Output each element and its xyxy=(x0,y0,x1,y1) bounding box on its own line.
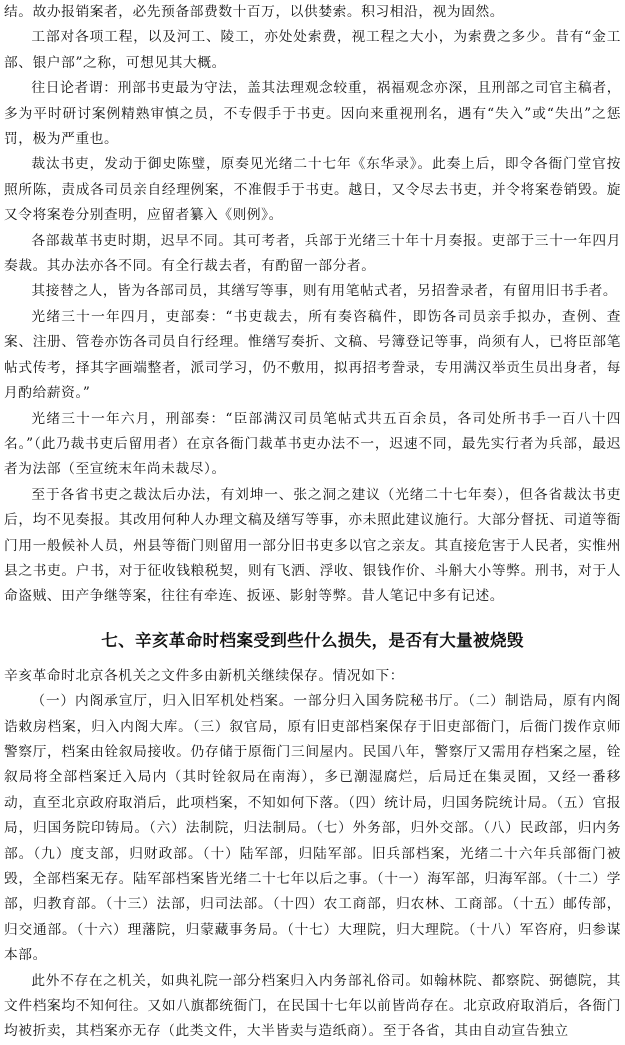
paragraph: 裁汰书吏，发动于御史陈璧，原奏见光绪二十七年《东华录》。此奏上后，即令各衙门堂官按照所陈，责成各司员亲自经理例案，不准假手于书吏。越日，又令尽去书吏，并令将案卷销毁。旋又令将案卷分别查明，应留者纂入《则例》。 xyxy=(4,156,621,224)
paragraph: 辛亥革命时北京各机关之文件多由新机关继续保存。情况如下： xyxy=(4,667,405,684)
section-heading: 七、辛亥革命时档案受到些什么损失，是否有大量被烧毁 xyxy=(101,630,524,650)
paragraph: 光绪三十一年四月，吏部奏：“书吏裁去，所有奏咨稿件，即饬各司员亲手拟办，查例、查案、注册、管卷亦饬各司员自行经理。惟缮写奏折、文稿、号簿登记等事，尚须有人，已将臣部笔帖式传考，择其字画端整者，派司学习，仍不敷用，拟再招考誊录，专用满汉举贡生员出身者，每月酌给薪资。” xyxy=(4,308,621,402)
paragraph: （一）内阁承宣厅，归入旧军机处档案。一部分归入国务院秘书厅。（二）制诰局，原有内阁诰敕房档案，归入内阁大库。（三）叙官局，原有旧吏部档案保存于旧吏部衙门，后衙门拨作京师警察厅，档案由铨叙局接收。仍存储于原衙门三间屋内。民国八年，警察厅又需用存档案之屋，铨叙局将全部档案迁入局内（其时铨叙局在南海），多已潮湿腐烂，后局迁在集灵囿，又经一番移动，直至北京政府取消后，此项档案，不知如何下落。（四）统计局，归国务院统计局。（五）官报局，归国务院印铸局。（六）法制院，归法制局。（七）外务部，归外交部。（八）民政部，归内务部。（九）度支部，归财政部。（十）陆军部，归陆军部。旧兵部档案，光绪二十六年兵部衙门被毁，全部档案无存。陆军部档案皆光绪二十七年以后之事。（十一）海军部，归海军部。（十二）学部，归教育部。（十三）法部，归司法部。（十四）农工商部，归农林、工商部。（十五）邮传部，归交通部。（十六）理藩院，归蒙藏事务局。（十七）大理院，归大理院。（十八）军咨府，归参谋本部。 xyxy=(4,693,621,964)
paragraph: 各部裁革书吏时期，迟早不同。其可考者，兵部于光绪三十年十月奏报。吏部于三十一年四月奏裁。其办法亦各不同。有全行裁去者，有酌留一部分者。 xyxy=(4,232,621,275)
paragraph: 工部对各项工程，以及河工、陵工，亦处处索费，视工程之大小，为索费之多少。昔有“金工部、银户部”之称，可想见其大概。 xyxy=(4,29,621,71)
document-page xyxy=(4,0,621,1045)
paragraph: 结。故办报销案者，必先预备部费数十百万，以供婪索。积习相沿，视为固然。 xyxy=(4,4,505,20)
body-text-bottom xyxy=(4,664,621,1045)
paragraph: 往日论者谓：刑部书吏最为守法，盖其法理观念较重，祸福观念亦深，且刑部之司官主稿者，多为平时研讨案例精熟审慎之员，不专假手于书吏。因向来重视刑名，遇有“失入”或“失出”之惩罚，极为严重也。 xyxy=(4,80,621,148)
paragraph: 光绪三十一年六月，刑部奏：“臣部满汉司员笔帖式共五百余员，各司处所书手一百八十四名。”（此乃裁书吏后留用者）在京各衙门裁革书吏办法不一，迟速不同，最先实行者为兵部，最迟者为法部（至宣统末年尚未裁尽）。 xyxy=(4,410,621,478)
paragraph: 此外不存在之机关，如典礼院一部分档案归入内务部礼俗司。如翰林院、都察院、弼德院，其文件档案均不知何往。又如八旗都统衙门，在民国十七年以前皆尚存在。北京政府取消后，各衙门均被折卖，其档案亦无存（此类文件，大半皆卖与造纸商）。至于各省，其由自动宣告独立 xyxy=(4,972,621,1040)
body-text-top xyxy=(4,0,621,610)
paragraph: 其接替之人，皆为各部司员，其缮写等事，则有用笔帖式者，另招誊录者，有留用旧书手者。 xyxy=(31,283,618,300)
paragraph: 至于各省书吏之裁汰后办法，有刘坤一、张之洞之建议（光绪二十七年奏），但各省裁汰书吏后，均不见奏报。其改用何种人办理文稿及缮写等事，亦未照此建议施行。大部分督抚、司道等衙门用一般候补人员，州县等衙门则留用一部分旧书吏多以官之亲友。其直接危害于人民者，实惟州县之书吏。户书，对于征收钱粮税契，则有飞洒、浮收、银钱作价、斗斛大小等弊。刑书，对于人命盗贼、田产争继等案，往往有牵连、扳诬、影射等弊。昔人笔记中多有记述。 xyxy=(4,486,621,605)
